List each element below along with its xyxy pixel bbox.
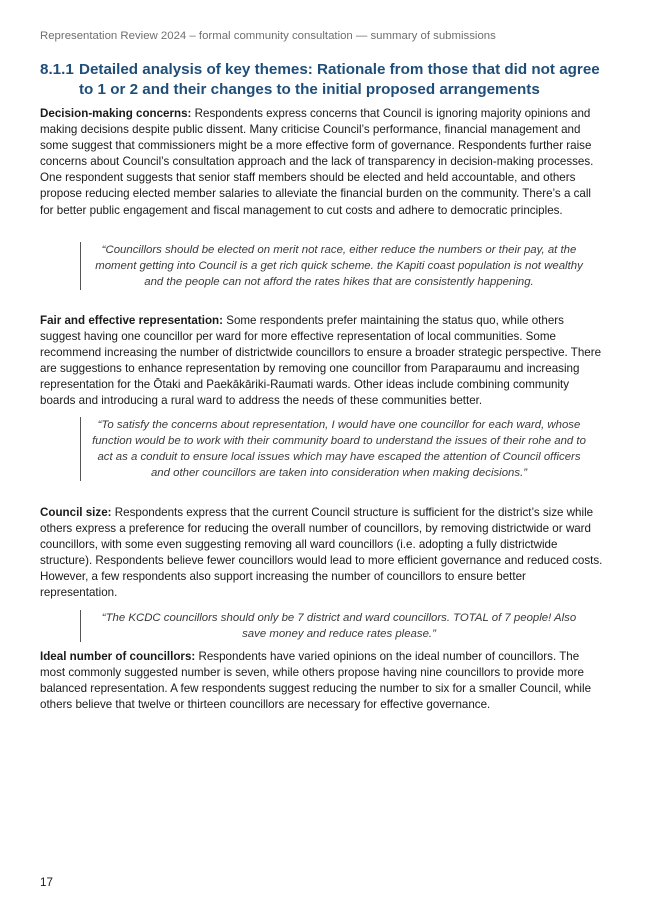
- quote-text: “The KCDC councillors should only be 7 district and ward councillors. TOTAL of 7 people! Also save money and reduce rates please.”: [101, 612, 577, 641]
- paragraph-body: Respondents have varied opinions on the ideal number of councillors. The most commonly suggested number is seven, while others propose having nine councillors to provide more balanced representation. A few respondents suggest reducing the number to six for a smaller Council, while others believe that twelve or thirteen councillors are necessary for effective governance.: [40, 650, 592, 712]
- paragraph-ideal-number: [40, 649, 606, 713]
- paragraph-council-size: [40, 505, 606, 602]
- paragraph-fair-representation: [40, 313, 606, 410]
- paragraph-body: Some respondents prefer maintaining the status quo, while others suggest having one councillor per ward for more effective representation of local communities. Some recommend increasing the number of districtwide councillors to ensure a broader strategic perspective. There are suggestions to enhance representation by removing one councillor from Paraparaumu and increasing representation for the Ōtaki and Paekākāriki-Raumati wards. Other ideas include combining community boards and introducing a rural ward to address the needs of these communities better.: [40, 314, 602, 408]
- paragraph-label: Fair and effective representation:: [40, 314, 223, 327]
- page-number: 17: [40, 876, 53, 889]
- quote-text: “To satisfy the concerns about representation, I would have one councillor for each ward, whose function would be to work with their community board to understand the issues of their rohe and to act as a conduit to ensure local issues which may have escaped the attention of Council officers and other councillors are taken into consideration when making decisions.”: [92, 419, 586, 480]
- paragraph-decision-making: [40, 106, 606, 219]
- heading-number: 8.1.1: [40, 61, 74, 78]
- paragraph-label: Ideal number of councillors:: [40, 650, 196, 663]
- section-heading: [40, 60, 610, 100]
- quote-fair-representation: [80, 417, 589, 481]
- quote-decision-making: [80, 242, 589, 290]
- quote-text: “Councillors should be elected on merit not race, either reduce the numbers or their pay, at the moment getting into Council is a get rich quick scheme. the Kapiti coast population is not wealthy and the people can not afford the rates hikes that are consistently happening.: [95, 244, 583, 289]
- paragraph-body: Respondents express that the current Council structure is sufficient for the district’s size while others express a preference for reducing the overall number of councillors, by removing districtwide or ward councillors, with some even suggesting removing all ward councillors (i.e. adopting a fully districtwide structure). Respondents believe fewer councillors would lead to more efficient governance and reduced costs. However, a few respondents also support increasing the number of councillors to ensure better representation.: [40, 506, 603, 600]
- quote-council-size: [80, 610, 589, 642]
- running-header: Representation Review 2024 – formal community consultation — summary of submissions: [40, 30, 496, 42]
- paragraph-label: Council size:: [40, 506, 112, 519]
- paragraph-label: Decision-making concerns:: [40, 107, 192, 120]
- paragraph-body: Respondents express concerns that Council is ignoring majority opinions and making decisions despite public dissent. Many criticise Council’s performance, financial management and some suggest that commissioners might be a more effective form of governance. Respondents further raise concerns about Council’s consultation approach and the lack of transparency in decision-making processes. One respondent suggests that senior staff members should be elected and held accountable, and others propose reducing elected member salaries to alleviate the financial burden on the community. There’s a call for better public engagement and fiscal management to cut costs and adhere to democratic principles.: [40, 107, 594, 217]
- heading-title: Detailed analysis of key themes: Rationale from those that did not agree to 1 or 2 and their changes to the initial proposed arrangements: [79, 61, 600, 98]
